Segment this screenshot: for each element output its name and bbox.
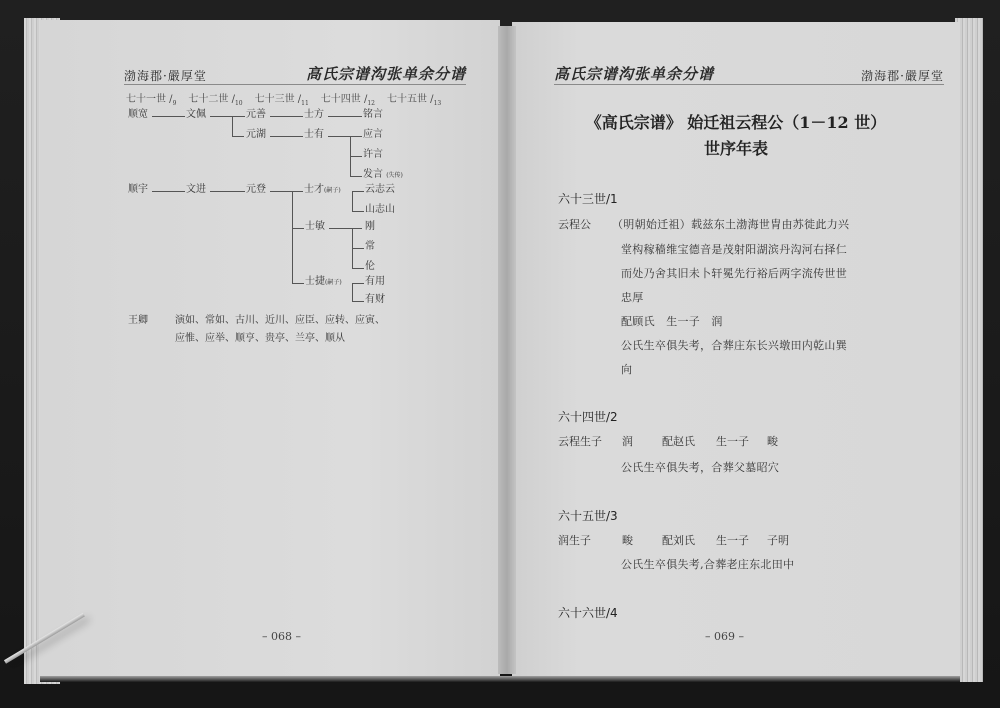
entry-text: 向	[621, 363, 633, 376]
tree-connector	[329, 228, 362, 229]
tree-node: 应言	[363, 129, 383, 140]
tree-node: 顺宇	[128, 184, 148, 195]
generation-col: 七十五世 $/_{13}$	[387, 94, 442, 107]
tree-node: 元湖	[246, 129, 266, 140]
generation-col: 七十二世 $/_{10}$	[188, 94, 243, 107]
misc-line: 演如、常如、古川、近川、应臣、应转、应寅、	[175, 315, 385, 326]
tree-connector	[352, 191, 353, 211]
tree-node: 文佩	[186, 109, 206, 120]
tree-node: 顺宽	[128, 109, 148, 120]
entry-text: 公氏生卒俱失考,合葬老庄东北田中	[621, 558, 795, 571]
entry-children: 生一子	[716, 534, 749, 547]
entry-child-name: 子明	[767, 534, 789, 547]
page-number-right: – 069 –	[705, 630, 744, 643]
hall-name: 渤海郡·嚴厚堂	[861, 69, 944, 83]
entry-spouse: 配赵氏	[662, 435, 695, 448]
generation-col: 七十一世 $/_9$	[126, 94, 177, 107]
generation-col: 七十四世 $/_{12}$	[320, 94, 375, 107]
chapter-subtitle: 世序年表	[703, 139, 768, 158]
entry-spouse: 配刘氏	[662, 534, 695, 547]
entry-child-name: 畯	[767, 435, 778, 448]
tree-connector	[270, 136, 303, 137]
misc-name: 王卿	[128, 315, 148, 326]
tree-connector	[350, 156, 362, 157]
entry-text: 公氏生卒俱失考，合葬庄东长兴墩田内乾山巽	[621, 339, 847, 352]
entry-text: 忠厚	[621, 291, 644, 304]
tree-node: 刚	[365, 221, 375, 232]
tree-node: 元善	[246, 109, 266, 120]
tree-connector	[210, 116, 245, 117]
tree-connector	[152, 116, 185, 117]
entry-name: 润生子	[558, 534, 591, 547]
tree-connector	[352, 301, 364, 302]
entry-name: 云程公	[558, 218, 591, 231]
entry-text: 堂构稼穑维宝德音是茂射阳湖滨丹沟河右择仁	[621, 243, 847, 256]
tree-connector	[292, 191, 293, 283]
tree-connector	[232, 116, 233, 136]
tree-connector	[352, 268, 364, 269]
tree-node: 铭言	[363, 109, 383, 120]
tree-node: 士有	[304, 129, 324, 140]
left-page	[40, 20, 500, 680]
tree-connector	[152, 191, 185, 192]
tree-connector	[352, 283, 364, 284]
tree-connector	[352, 211, 364, 212]
tree-node: 有财	[365, 294, 385, 305]
tree-node: 元登	[246, 184, 266, 195]
tree-connector	[328, 136, 362, 137]
tree-connector	[232, 136, 244, 137]
entry-son: 畯	[622, 534, 633, 547]
tree-node: 许言	[363, 149, 383, 160]
hall-name: 渤海郡·嚴厚堂	[124, 69, 207, 83]
tree-connector	[270, 116, 303, 117]
generation-heading: 六十四世/2	[558, 410, 618, 424]
tree-node: 士方	[304, 109, 324, 120]
tree-connector	[292, 228, 304, 229]
left-page-header	[124, 60, 466, 85]
generation-heading: 六十六世/4	[558, 606, 618, 620]
generation-heading: 六十五世/3	[558, 509, 618, 523]
tree-node: 云志云	[365, 184, 395, 195]
tree-connector	[292, 283, 304, 284]
tree-connector	[352, 248, 364, 249]
page-number-left: – 068 –	[262, 630, 301, 643]
bottom-shadow	[40, 676, 960, 682]
tree-connector	[328, 116, 362, 117]
book-title: 高氏宗谱沟张单余分谱	[554, 65, 715, 83]
book-title: 高氏宗谱沟张单余分谱	[305, 65, 466, 83]
entry-text: 而处乃舍其旧未卜轩冕先行裕后两字流传世世	[621, 267, 847, 280]
generation-header-row	[126, 90, 441, 107]
tree-node: 士才(嗣子)	[304, 184, 341, 195]
misc-line: 应惟、应举、顺亨、贵亭、兰亭、顺从	[175, 333, 345, 344]
tree-node: 发言 (失传)	[363, 169, 403, 180]
tree-node: 山志山	[365, 204, 395, 215]
entry-text: （明朝始迁祖）载兹东土渤海世胄由苏徙此力兴	[612, 218, 850, 231]
tree-connector	[350, 176, 362, 177]
tree-connector	[352, 191, 364, 192]
entry-name: 云程生子	[558, 435, 602, 448]
tree-node: 文进	[186, 184, 206, 195]
entry-children: 生一子	[716, 435, 749, 448]
tree-node: 士捷(嗣子)	[305, 276, 342, 287]
generation-col: 七十三世 $/_{11}$	[254, 94, 309, 107]
tree-node: 有用	[365, 276, 385, 287]
right-page-header	[554, 60, 944, 85]
tree-node: 伦	[365, 261, 375, 272]
chapter-title: 《高氏宗谱》 始迁祖云程公（1－12 世）	[585, 113, 887, 132]
tree-connector	[270, 191, 303, 192]
entry-son: 润	[622, 435, 633, 448]
tree-connector	[210, 191, 245, 192]
tree-node: 士敏	[305, 221, 325, 232]
generation-heading: 六十三世/1	[558, 192, 618, 206]
entry-text: 配顾氏 生一子 润	[621, 315, 723, 328]
tree-connector	[352, 283, 353, 301]
entry-text: 公氏生卒俱失考，合葬父墓昭穴	[621, 461, 780, 474]
tree-node: 常	[365, 241, 375, 252]
